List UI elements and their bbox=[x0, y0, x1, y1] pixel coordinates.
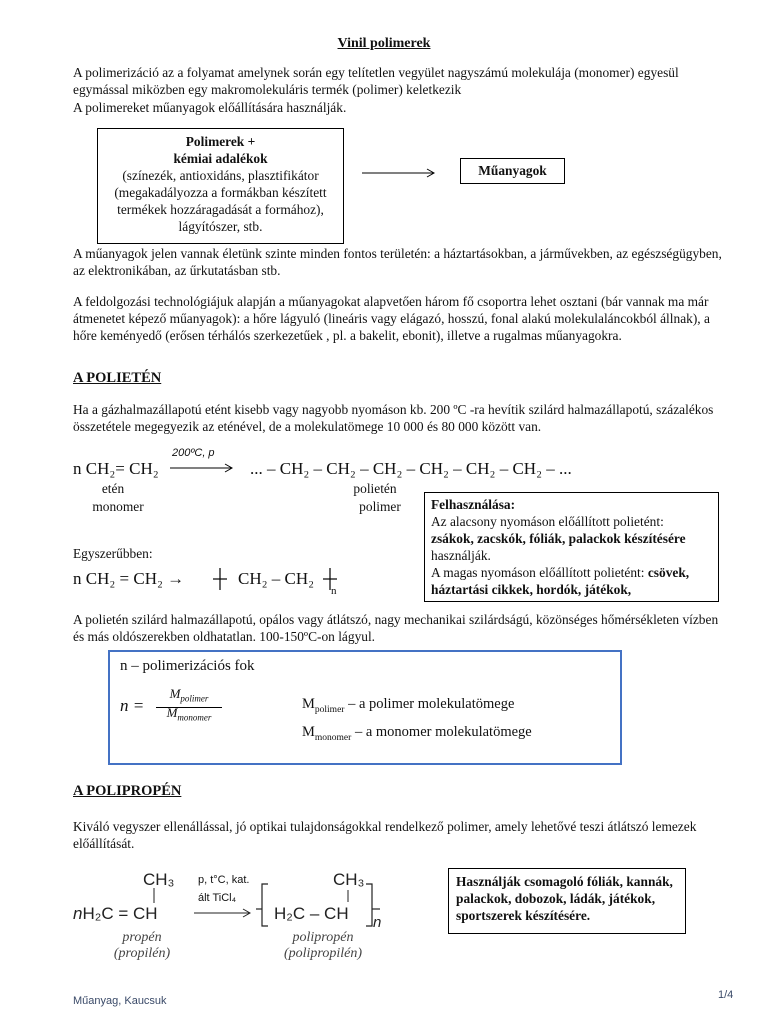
plastics-box: Műanyagok bbox=[460, 158, 565, 184]
label-polieten: polietén bbox=[353, 481, 397, 496]
propene-formula bbox=[73, 904, 158, 924]
degree-denominator-sub: monomer bbox=[177, 712, 212, 723]
propene-name: propén bbox=[122, 930, 162, 945]
usage-high-pressure: A magas nyomáson előállított polietént: bbox=[431, 565, 645, 580]
degree-title: n – polimerizációs fok bbox=[120, 658, 255, 674]
mpol-m: M bbox=[302, 696, 315, 712]
footer-left: Műanyag, Kaucsuk bbox=[73, 995, 167, 1007]
ethene-simple-formula: n CH₂ = CH₂ → bbox=[73, 569, 185, 588]
intro-line-2: A polimereket műanyagok előállítására használják. bbox=[73, 100, 347, 115]
propene-ch3: CH₃ bbox=[143, 870, 175, 889]
groups-paragraph: A feldolgozási technológiájuk alapján a műanyagokat alapvetően három fő csoportra lehet osztani (bár vannak ma már átmenetet képező műanyagok): a hőre lágyuló (lineáris vagy elágazó, hosszú, fonal alakú molekulaláncokból állnak), a hőre keményedő (erősen térhálós szerkezetűek , pl. a bakelit, ebonit), illetve a rugalmas műanyagokra. bbox=[73, 294, 710, 343]
degree-numerator-m: M bbox=[169, 686, 181, 701]
reaction-arrow-icon bbox=[170, 462, 236, 474]
polieten-properties: A polietén szilárd halmazállapotú, opálos vagy átlátszó, nagy mechanikai szilárdságú, közönséges hőmérsékleten vízben és más oldószerekben oldhatatlan. 100-150ºC-on lágyul. bbox=[73, 612, 719, 644]
label-eten: etén bbox=[101, 481, 125, 496]
polypropene-n: n bbox=[373, 914, 382, 931]
additives-box-title-2: kémiai adalékok bbox=[173, 151, 268, 166]
polymerization-degree-box bbox=[108, 650, 622, 765]
usage-high-items-1: csövek, bbox=[647, 565, 690, 580]
additives-box bbox=[97, 128, 344, 244]
additives-box-body: (színezék, antioxidáns, plasztifikátor (megakadályozza a formákban készített termékek hozzáragadását a formához), lágyítószer, stb. bbox=[114, 168, 327, 234]
degree-n: n = bbox=[120, 696, 145, 715]
usage-low-end: használják. bbox=[431, 548, 491, 563]
reaction-condition: 200ºC, p bbox=[172, 447, 215, 459]
label-monomer: monomer bbox=[92, 499, 144, 514]
polypropene-ch3: CH₃ bbox=[333, 870, 365, 889]
mmon-text: – a monomer molekulatömege bbox=[351, 724, 532, 740]
polypropene-unit: H₂C – CH bbox=[274, 904, 349, 923]
arrow-right-icon bbox=[362, 167, 438, 179]
repeat-unit-n: n bbox=[331, 585, 337, 597]
polieten-usage-box bbox=[424, 492, 719, 602]
polieten-paragraph: Ha a gázhalmazállapotú etént kisebb vagy nagyobb nyomáson kb. 200 ºC -ra hevítik szilárd halmazállapotú, százalékos összetétele megegyezik az eténével, de a molekulatömege 10 000 és 80 000 között van. bbox=[73, 402, 714, 434]
usage-low-items: zsákok, zacskók, fóliák, palackok készítésére bbox=[431, 531, 686, 546]
polyethene-repeat-unit: CH₂ – CH₂ bbox=[238, 569, 315, 588]
propene-n: n bbox=[73, 904, 83, 923]
mpol-sub: polimer bbox=[314, 704, 345, 715]
mmon-m: M bbox=[302, 724, 315, 740]
section-heading-polipropen: A POLIPROPÉN bbox=[73, 783, 182, 799]
degree-denominator bbox=[152, 705, 226, 726]
degree-denominator-m: M bbox=[166, 705, 178, 720]
polypropene-name: polipropén bbox=[292, 930, 354, 945]
usage-high-items-2: háztartási cikkek, hordók, játékok, bbox=[431, 582, 632, 597]
propene-reaction-arrow-icon bbox=[194, 907, 254, 919]
polyethene-chain-formula: ... – CH₂ – CH₂ – CH₂ – CH₂ – CH₂ – CH₂ – ... bbox=[250, 459, 572, 478]
condition-2: ált TiCl₄ bbox=[198, 892, 237, 904]
usage-title: Felhasználása: bbox=[431, 497, 516, 512]
polipropen-usage-box: Használják csomagoló fóliák, kannák, palackok, dobozok, ládák, játékok, sportszerek készítésére. bbox=[448, 868, 686, 934]
additives-box-title-1: Polimerek + bbox=[185, 134, 256, 149]
mmon-sub: monomer bbox=[314, 732, 352, 743]
usage-paragraph: A műanyagok jelen vannak életünk szinte minden fontos területén: a háztartásokban, a járművekben, az egészségügyben, az elektronikában, az űrkutatásban stb. bbox=[73, 246, 722, 278]
usage-low-pressure: Az alacsony nyomáson előállított polietént: bbox=[431, 514, 664, 529]
label-polimer: polimer bbox=[359, 499, 401, 514]
propene-main: H₂C = CH bbox=[82, 904, 158, 923]
page-number: 1/4 bbox=[718, 989, 734, 1001]
simpler-label: Egyszerűbben: bbox=[73, 546, 153, 561]
intro-paragraph: A polimerizáció az a folyamat amelynek során egy telítetlen vegyület nagyszámú molekulája (monomer) egyesül egymással miközben egy makromolekuláris termék (polimer) keletkezik bbox=[73, 65, 679, 97]
polipropen-paragraph: Kiváló vegyszer ellenállással, jó optikai tulajdonságokkal rendelkező polimer, amely lehetővé teszi átlátszó lemezek előállítását. bbox=[73, 819, 697, 851]
polypropene-alt-name: (polipropilén) bbox=[283, 946, 363, 961]
condition-1: p, t°C, kat. bbox=[198, 874, 250, 886]
section-heading-polieten: A POLIETÉN bbox=[73, 370, 162, 386]
ethene-formula: n CH₂= CH₂ bbox=[73, 459, 159, 478]
degree-numerator-sub: polimer bbox=[180, 693, 209, 704]
mpol-text: – a polimer molekulatömege bbox=[344, 696, 515, 712]
propene-alt-name: (propilén) bbox=[113, 946, 171, 961]
page-title: Vinil polimerek bbox=[337, 36, 431, 51]
propene-bond-line bbox=[150, 888, 158, 904]
mmonomer-definition bbox=[302, 724, 532, 743]
mpolimer-definition bbox=[302, 696, 514, 715]
